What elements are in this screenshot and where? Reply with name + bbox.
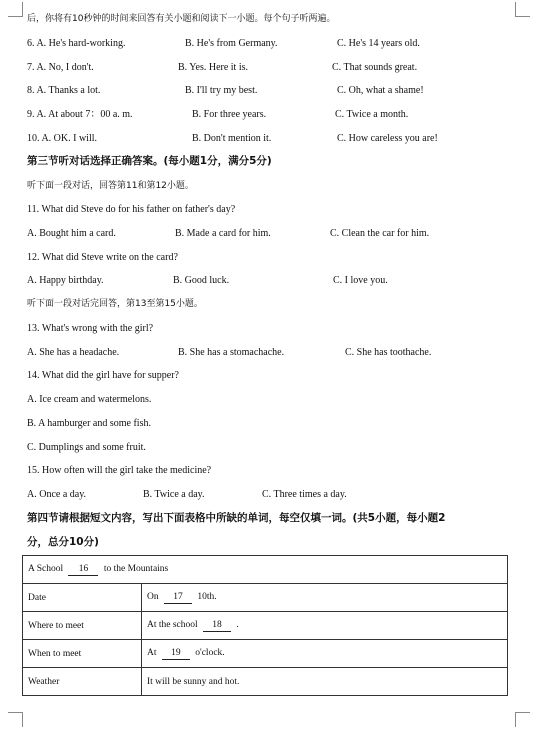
q15-option-b: B. Twice a day. <box>143 489 205 500</box>
q12-option-c: C. I love you. <box>333 275 388 286</box>
row-value-post: . <box>236 619 239 630</box>
row-value-pre: At the school <box>147 619 198 630</box>
question-11: 11. What did Steve do for his father on father's day? <box>27 204 236 215</box>
q9-option-c: C. Twice a month. <box>335 109 409 120</box>
q8-option-c: C. Oh, what a shame! <box>337 85 424 96</box>
table-title-row <box>23 556 508 584</box>
row-key-where: Where to meet <box>23 612 142 640</box>
blank-19: 19 <box>162 648 190 660</box>
q14-option-b: B. A hamburger and some fish. <box>27 418 151 429</box>
q12-option-b: B. Good luck. <box>173 275 230 286</box>
corner-mark-top-left <box>8 2 23 17</box>
q9-option-b: B. For three years. <box>192 109 267 120</box>
table-title-cell <box>23 556 508 584</box>
q14-option-a: A. Ice cream and watermelons. <box>27 394 152 405</box>
q12-option-a: A. Happy birthday. <box>27 275 104 286</box>
blank-16: 16 <box>68 564 98 576</box>
row-value-weather: It will be sunny and hot. <box>142 668 508 696</box>
row-value-pre: At <box>147 647 157 658</box>
q14-option-c: C. Dumplings and some fruit. <box>27 442 146 453</box>
instruction-q13-q15: 听下面一段对话完回答，第13至第15小题。 <box>27 299 203 309</box>
q13-option-b: B. She has a stomachache. <box>178 347 285 358</box>
corner-mark-bottom-right <box>515 712 530 727</box>
q15-option-c: C. Three times a day. <box>262 489 347 500</box>
q9-option-a: 9. A. At about 7：00 a. m. <box>27 109 133 120</box>
q11-option-b: B. Made a card for him. <box>175 228 271 239</box>
q11-option-a: A. Bought him a card. <box>27 228 116 239</box>
blank-18: 18 <box>203 620 231 632</box>
section4-title-line1: 第四节请根据短文内容，写出下面表格中所缺的单词，每空仅填一词。(共5小题，每小题2 <box>27 512 446 524</box>
row-value-post: 10th. <box>197 591 217 602</box>
q10-option-b: B. Don't mention it. <box>192 133 272 144</box>
blank-17: 17 <box>164 592 192 604</box>
q7-option-b: B. Yes. Here it is. <box>178 62 249 73</box>
q10-option-a: 10. A. OK. I will. <box>27 133 97 144</box>
q8-option-b: B. I'll try my best. <box>185 85 258 96</box>
q10-option-c: C. How careless you are! <box>337 133 438 144</box>
row-value-when <box>142 640 508 668</box>
table-row <box>23 640 508 668</box>
row-key-when: When to meet <box>23 640 142 668</box>
q7-option-c: C. That sounds great. <box>332 62 418 73</box>
row-value-pre: On <box>147 591 159 602</box>
table-title-post: to the Mountains <box>103 563 169 574</box>
question-15: 15. How often will the girl take the medicine? <box>27 465 212 476</box>
table-row <box>23 584 508 612</box>
q15-option-a: A. Once a day. <box>27 489 87 500</box>
q8-option-a: 8. A. Thanks a lot. <box>27 85 101 96</box>
row-key-date: Date <box>23 584 142 612</box>
row-value-post: o'clock. <box>195 647 225 658</box>
row-value-date <box>142 584 508 612</box>
section3-title: 第三节听对话选择正确答案。(每小题1分，满分5分) <box>27 155 272 167</box>
row-value-where <box>142 612 508 640</box>
question-13: 13. What's wrong with the girl? <box>27 323 154 334</box>
question-14: 14. What did the girl have for supper? <box>27 370 179 381</box>
intro-continuation: 后，你将有10秒钟的时间来回答有关小题和阅读下一小题。每个句子听两遍。 <box>27 14 336 24</box>
q11-option-c: C. Clean the car for him. <box>330 228 430 239</box>
instruction-q11-q12: 听下面一段对话，回答第11和第12小题。 <box>27 181 194 191</box>
q13-option-c: C. She has toothache. <box>345 347 432 358</box>
row-key-weather: Weather <box>23 668 142 696</box>
q6-option-a: 6. A. He's hard-working. <box>27 38 126 49</box>
corner-mark-top-right <box>515 2 530 17</box>
q6-option-b: B. He's from Germany. <box>185 38 278 49</box>
fill-in-table <box>22 555 508 696</box>
question-12: 12. What did Steve write on the card? <box>27 252 178 263</box>
corner-mark-bottom-left <box>8 712 23 727</box>
table-row <box>23 612 508 640</box>
table-title-pre: A School <box>28 563 64 574</box>
q6-option-c: C. He's 14 years old. <box>337 38 420 49</box>
q7-option-a: 7. A. No, I don't. <box>27 62 94 73</box>
q13-option-a: A. She has a headache. <box>27 347 120 358</box>
table-row <box>23 668 508 696</box>
section4-title-line2: 分，总分10分) <box>27 536 99 548</box>
